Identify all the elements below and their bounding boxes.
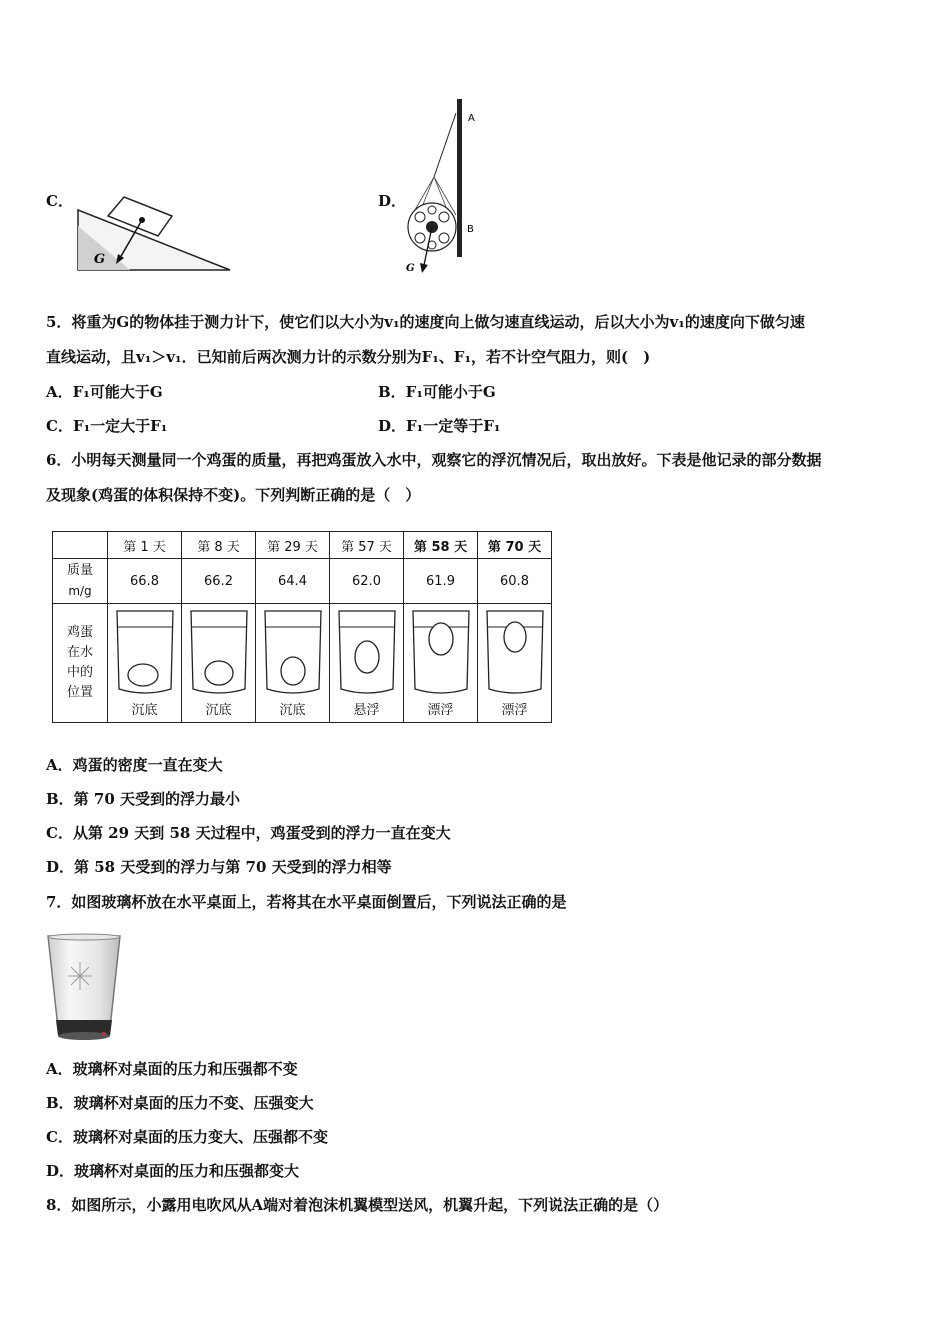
egg bbox=[504, 622, 526, 652]
q5-option-b: B．F₁可能小于G bbox=[378, 383, 496, 401]
egg-data-table bbox=[52, 531, 552, 723]
q5-stem-line2: 直线运动，且v₁＞v₁．已知前后两次测力计的示数分别为F₁、F₁，若不计空气阻力，则( ) bbox=[46, 348, 651, 366]
egg-state: 漂浮 bbox=[427, 703, 454, 718]
q7-option-b: B．玻璃杯对桌面的压力不变、压强变大 bbox=[46, 1094, 314, 1112]
day-header: 第 1 天 bbox=[108, 532, 182, 559]
gravity-label-d: G bbox=[406, 263, 415, 274]
day-header: 第 70 天 bbox=[478, 532, 552, 559]
egg bbox=[128, 664, 158, 686]
position-label-line: 鸡蛋 bbox=[66, 625, 93, 640]
q5-stem-line1: 5．将重为G的物体挂于测力计下，使它们以大小为v₁的速度向上做匀速直线运动，后以大小为v₁的速度向下做匀速 bbox=[46, 313, 805, 331]
beaker-floating bbox=[483, 605, 547, 697]
table-position-row bbox=[53, 604, 552, 723]
table-mass-row bbox=[53, 559, 552, 604]
q8-stem: 8．如图所示，小露用电吹风从A端对着泡沫机翼模型送风，机翼升起，下列说法正确的是（） bbox=[46, 1196, 669, 1214]
day-header: 第 58 天 bbox=[404, 532, 478, 559]
point-a-label: A bbox=[468, 113, 475, 124]
q6-option-d: D．第 58 天受到的浮力与第 70 天受到的浮力相等 bbox=[46, 858, 392, 876]
beaker-cell bbox=[256, 604, 330, 723]
q7-option-d: D．玻璃杯对桌面的压力和压强都变大 bbox=[46, 1162, 300, 1180]
q5-option-c: C．F₁一定大于F₁ bbox=[46, 417, 168, 435]
egg bbox=[429, 623, 453, 655]
position-label-line: 中的 bbox=[66, 665, 93, 680]
option-d-letter: D． bbox=[378, 192, 407, 210]
egg-state: 沉底 bbox=[205, 703, 232, 718]
q7-stem: 7．如图玻璃杯放在水平桌面上，若将其在水平桌面倒置后，下列说法正确的是 bbox=[46, 893, 567, 911]
position-row-label bbox=[53, 604, 108, 723]
mass-cell: 66.2 bbox=[182, 559, 256, 604]
mass-unit-text: m/g bbox=[68, 583, 92, 598]
q6-option-c: C．从第 29 天到 58 天过程中，鸡蛋受到的浮力一直在变大 bbox=[46, 824, 451, 842]
point-b-label: B bbox=[467, 224, 474, 235]
day-header: 第 8 天 bbox=[182, 532, 256, 559]
mass-cell: 60.8 bbox=[478, 559, 552, 604]
position-label-line: 在水 bbox=[66, 645, 93, 660]
mass-cell: 61.9 bbox=[404, 559, 478, 604]
table-header-row bbox=[53, 532, 552, 559]
gravity-label-c: G bbox=[94, 252, 106, 267]
glass-cup-image bbox=[46, 932, 122, 1042]
q6-stem-line2: 及现象(鸡蛋的体积保持不变)。下列判断正确的是（ ） bbox=[46, 486, 421, 504]
beaker-sinking bbox=[113, 605, 177, 697]
egg-state: 沉底 bbox=[131, 703, 158, 718]
egg-state: 悬浮 bbox=[353, 703, 380, 718]
beaker-sinking bbox=[187, 605, 251, 697]
q6-option-a: A．鸡蛋的密度一直在变大 bbox=[46, 756, 223, 774]
egg bbox=[355, 641, 379, 673]
beaker-sinking bbox=[261, 605, 325, 697]
string bbox=[434, 113, 456, 177]
beaker-cell bbox=[182, 604, 256, 723]
table-corner-cell bbox=[53, 532, 108, 559]
option-c-letter: C． bbox=[46, 192, 73, 210]
beaker-suspended bbox=[335, 605, 399, 697]
q6-option-b: B．第 70 天受到的浮力最小 bbox=[46, 790, 240, 808]
egg bbox=[281, 657, 305, 685]
ball-on-wall-diagram bbox=[400, 97, 490, 277]
incline-diagram bbox=[74, 192, 236, 276]
q7-option-c: C．玻璃杯对桌面的压力变大、压强都不变 bbox=[46, 1128, 328, 1146]
mass-row-label bbox=[53, 559, 108, 604]
beaker-cell bbox=[330, 604, 404, 723]
position-label-line: 位置 bbox=[66, 685, 93, 700]
beaker-cell bbox=[478, 604, 552, 723]
q5-option-a: A．F₁可能大于G bbox=[46, 383, 163, 401]
mass-cell: 66.8 bbox=[108, 559, 182, 604]
beaker-floating bbox=[409, 605, 473, 697]
beaker-cell bbox=[108, 604, 182, 723]
mass-cell: 64.4 bbox=[256, 559, 330, 604]
mass-cell: 62.0 bbox=[330, 559, 404, 604]
beaker-cell bbox=[404, 604, 478, 723]
day-header: 第 57 天 bbox=[330, 532, 404, 559]
day-header: 第 29 天 bbox=[256, 532, 330, 559]
mass-label-text: 质量 bbox=[66, 562, 93, 578]
q6-stem-line1: 6．小明每天测量同一个鸡蛋的质量，再把鸡蛋放入水中，观察它的浮沉情况后，取出放好。下表是他记录的部分数据 bbox=[46, 451, 822, 469]
wall bbox=[457, 99, 462, 257]
egg-state: 沉底 bbox=[279, 703, 306, 718]
q5-option-d: D．F₁一定等于F₁ bbox=[378, 417, 501, 435]
egg bbox=[205, 661, 233, 685]
q7-option-a: A．玻璃杯对桌面的压力和压强都不变 bbox=[46, 1060, 298, 1078]
egg-state: 漂浮 bbox=[501, 703, 528, 718]
